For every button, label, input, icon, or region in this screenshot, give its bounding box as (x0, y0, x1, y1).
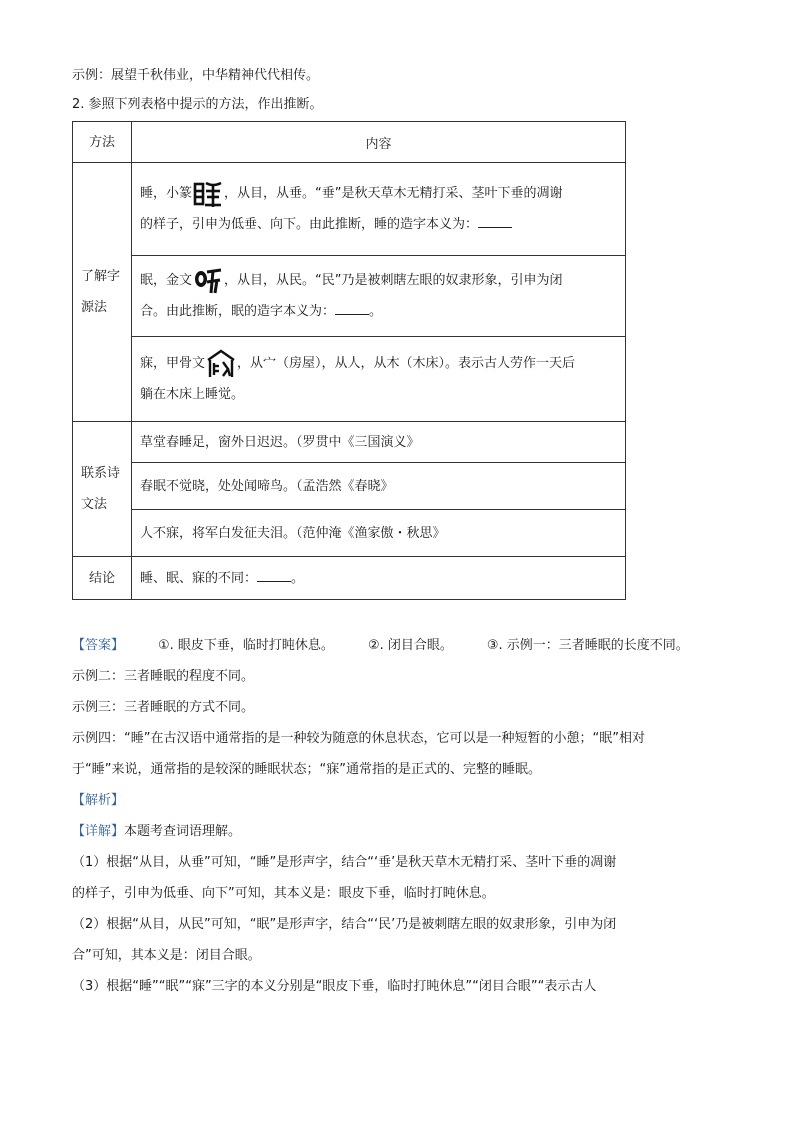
analysis-2-line1: （2）根据“从目，从民”可知，“眠”是形声字，结合“‘民’乃是被刺瞎左眼的奴隶形象，引申为闭 (72, 917, 617, 932)
table-row (73, 337, 626, 422)
analysis-2-line2: 合”可知，其本义是：闭目合眼。 (72, 948, 261, 963)
row-mian-text-a: 眠，金文 (140, 273, 193, 288)
header-method: 方法 (73, 122, 132, 163)
header-content: 内容 (132, 122, 626, 163)
answer-blank[interactable] (335, 300, 369, 315)
row-shui-line1 (140, 178, 617, 209)
answer-2: . 闭目合眼。 (379, 638, 453, 653)
conclusion-line (140, 563, 617, 594)
bronze-script-glyph-icon (193, 266, 223, 296)
answer-tag: 【答案】 (72, 638, 125, 653)
answer-1: . 眼皮下垂，临时打盹休息。 (169, 638, 334, 653)
method-etymology (73, 163, 132, 422)
row-mei-text-b: ，从宀（房屋），从人，从木（木床）。表示古人劳作一天后 (237, 356, 576, 371)
row-mei-text-a: 寐，甲骨文 (140, 356, 206, 371)
method-poetry-label: 联系诗文法 (81, 466, 121, 512)
poem-2-text: 春眠不觉晓，处处闻啼鸟。（孟浩然《春晓》 (140, 478, 394, 494)
analysis-tag: 【解析】 (72, 793, 125, 808)
answer-2-num: ② (367, 638, 380, 653)
method-conclusion: 结论 (73, 557, 132, 600)
row-mian (132, 256, 626, 337)
analysis-1-line1: （1）根据“从目，从垂”可知，“睡”是形声字，结合“‘垂’是秋天草木无精打采、茎叶下垂的凋谢 (72, 855, 617, 870)
oracle-bone-glyph-icon (206, 349, 236, 379)
answer-blank[interactable] (257, 567, 291, 582)
example-3: 示例三：三者睡眠的方式不同。 (72, 700, 255, 715)
row-mei (132, 337, 626, 422)
example-line: 示例：展望千秋伟业，中华精神代代相传。 (72, 68, 320, 83)
table-row (73, 256, 626, 337)
row-poem-2 (132, 463, 626, 510)
seal-script-glyph-icon (193, 179, 223, 209)
conclusion-period: 。 (291, 570, 305, 586)
answer-3: . 示例一：三者睡眠的长度不同。 (498, 638, 689, 653)
answer-line (72, 630, 732, 661)
poem-1-text: 草堂春睡足，窗外日迟迟。（罗贯中《三国演义》 (140, 434, 420, 450)
row-poem-1 (132, 422, 626, 463)
row-shui-text-a: 睡，小篆 (140, 186, 193, 201)
answer-1-num: ① (158, 638, 170, 653)
detail-tag: 【详解】 (72, 824, 125, 839)
row-mei-line1 (140, 348, 617, 379)
method-table (72, 121, 626, 600)
analysis-1-line2: 的样子，引申为低垂、向下”可知，其本义是：眼皮下垂，临时打盹休息。 (72, 886, 495, 901)
row-shui-line2 (140, 209, 617, 240)
poem-3-text: 人不寐，将军白发征夫泪。（范仲淹《渔家傲・秋思》 (140, 525, 446, 541)
answer-blank[interactable] (478, 213, 512, 228)
document-page (72, 60, 732, 1002)
method-etymology-label: 了解字源法 (81, 269, 121, 315)
analysis-3-line1: （3）根据“睡”“眠”“寐”三字的本义分别是“眼皮下垂，临时打盹休息”“闭目合眼”“表示古人 (72, 979, 597, 994)
conclusion-text: 睡、眠、寐的不同： (140, 570, 258, 586)
method-poetry (73, 422, 132, 557)
example-4-line1: 示例四：“睡”在古汉语中通常指的是一种较为随意的休息状态，它可以是一种短暂的小憩；“眠”相对 (72, 731, 645, 746)
row-poem-3 (132, 510, 626, 557)
answer-3-num: ③ (486, 638, 499, 653)
detail-text: 本题考查词语理解。 (124, 824, 242, 839)
row-conclusion (132, 557, 626, 600)
table-row (73, 422, 626, 463)
row-mian-text-b: ，从目，从民。“民”乃是被刺瞎左眼的奴隶形象，引申为闭 (224, 273, 563, 288)
row-shui-text-b: ，从目，从垂。“垂”是秋天草木无精打采、茎叶下垂的凋谢 (224, 186, 563, 201)
question-2: 2. 参照下列表格中提示的方法，作出推断。 (72, 97, 323, 112)
table-header-row (73, 122, 626, 163)
row-mian-line1 (140, 265, 617, 296)
row-shui (132, 163, 626, 256)
example-2: 示例二：三者睡眠的程度不同。 (72, 669, 255, 684)
detail-line (72, 816, 732, 847)
row-mian-text-c: 合。由此推断，眠的造字本义为： (140, 304, 336, 319)
example-4-line2: 于“睡”来说，通常指的是较深的睡眠状态；“寐”通常指的是正式的、完整的睡眠。 (72, 762, 541, 777)
row-mian-line2 (140, 296, 617, 327)
table-row (73, 463, 626, 510)
table-row (73, 510, 626, 557)
row-mei-line2: 躺在木床上睡觉。 (140, 387, 245, 402)
table-row (73, 163, 626, 256)
row-shui-text-c: 的样子，引申为低垂、向下。由此推断，睡的造字本义为： (140, 217, 479, 232)
row-mian-period: 。 (369, 304, 383, 319)
table-row (73, 557, 626, 600)
